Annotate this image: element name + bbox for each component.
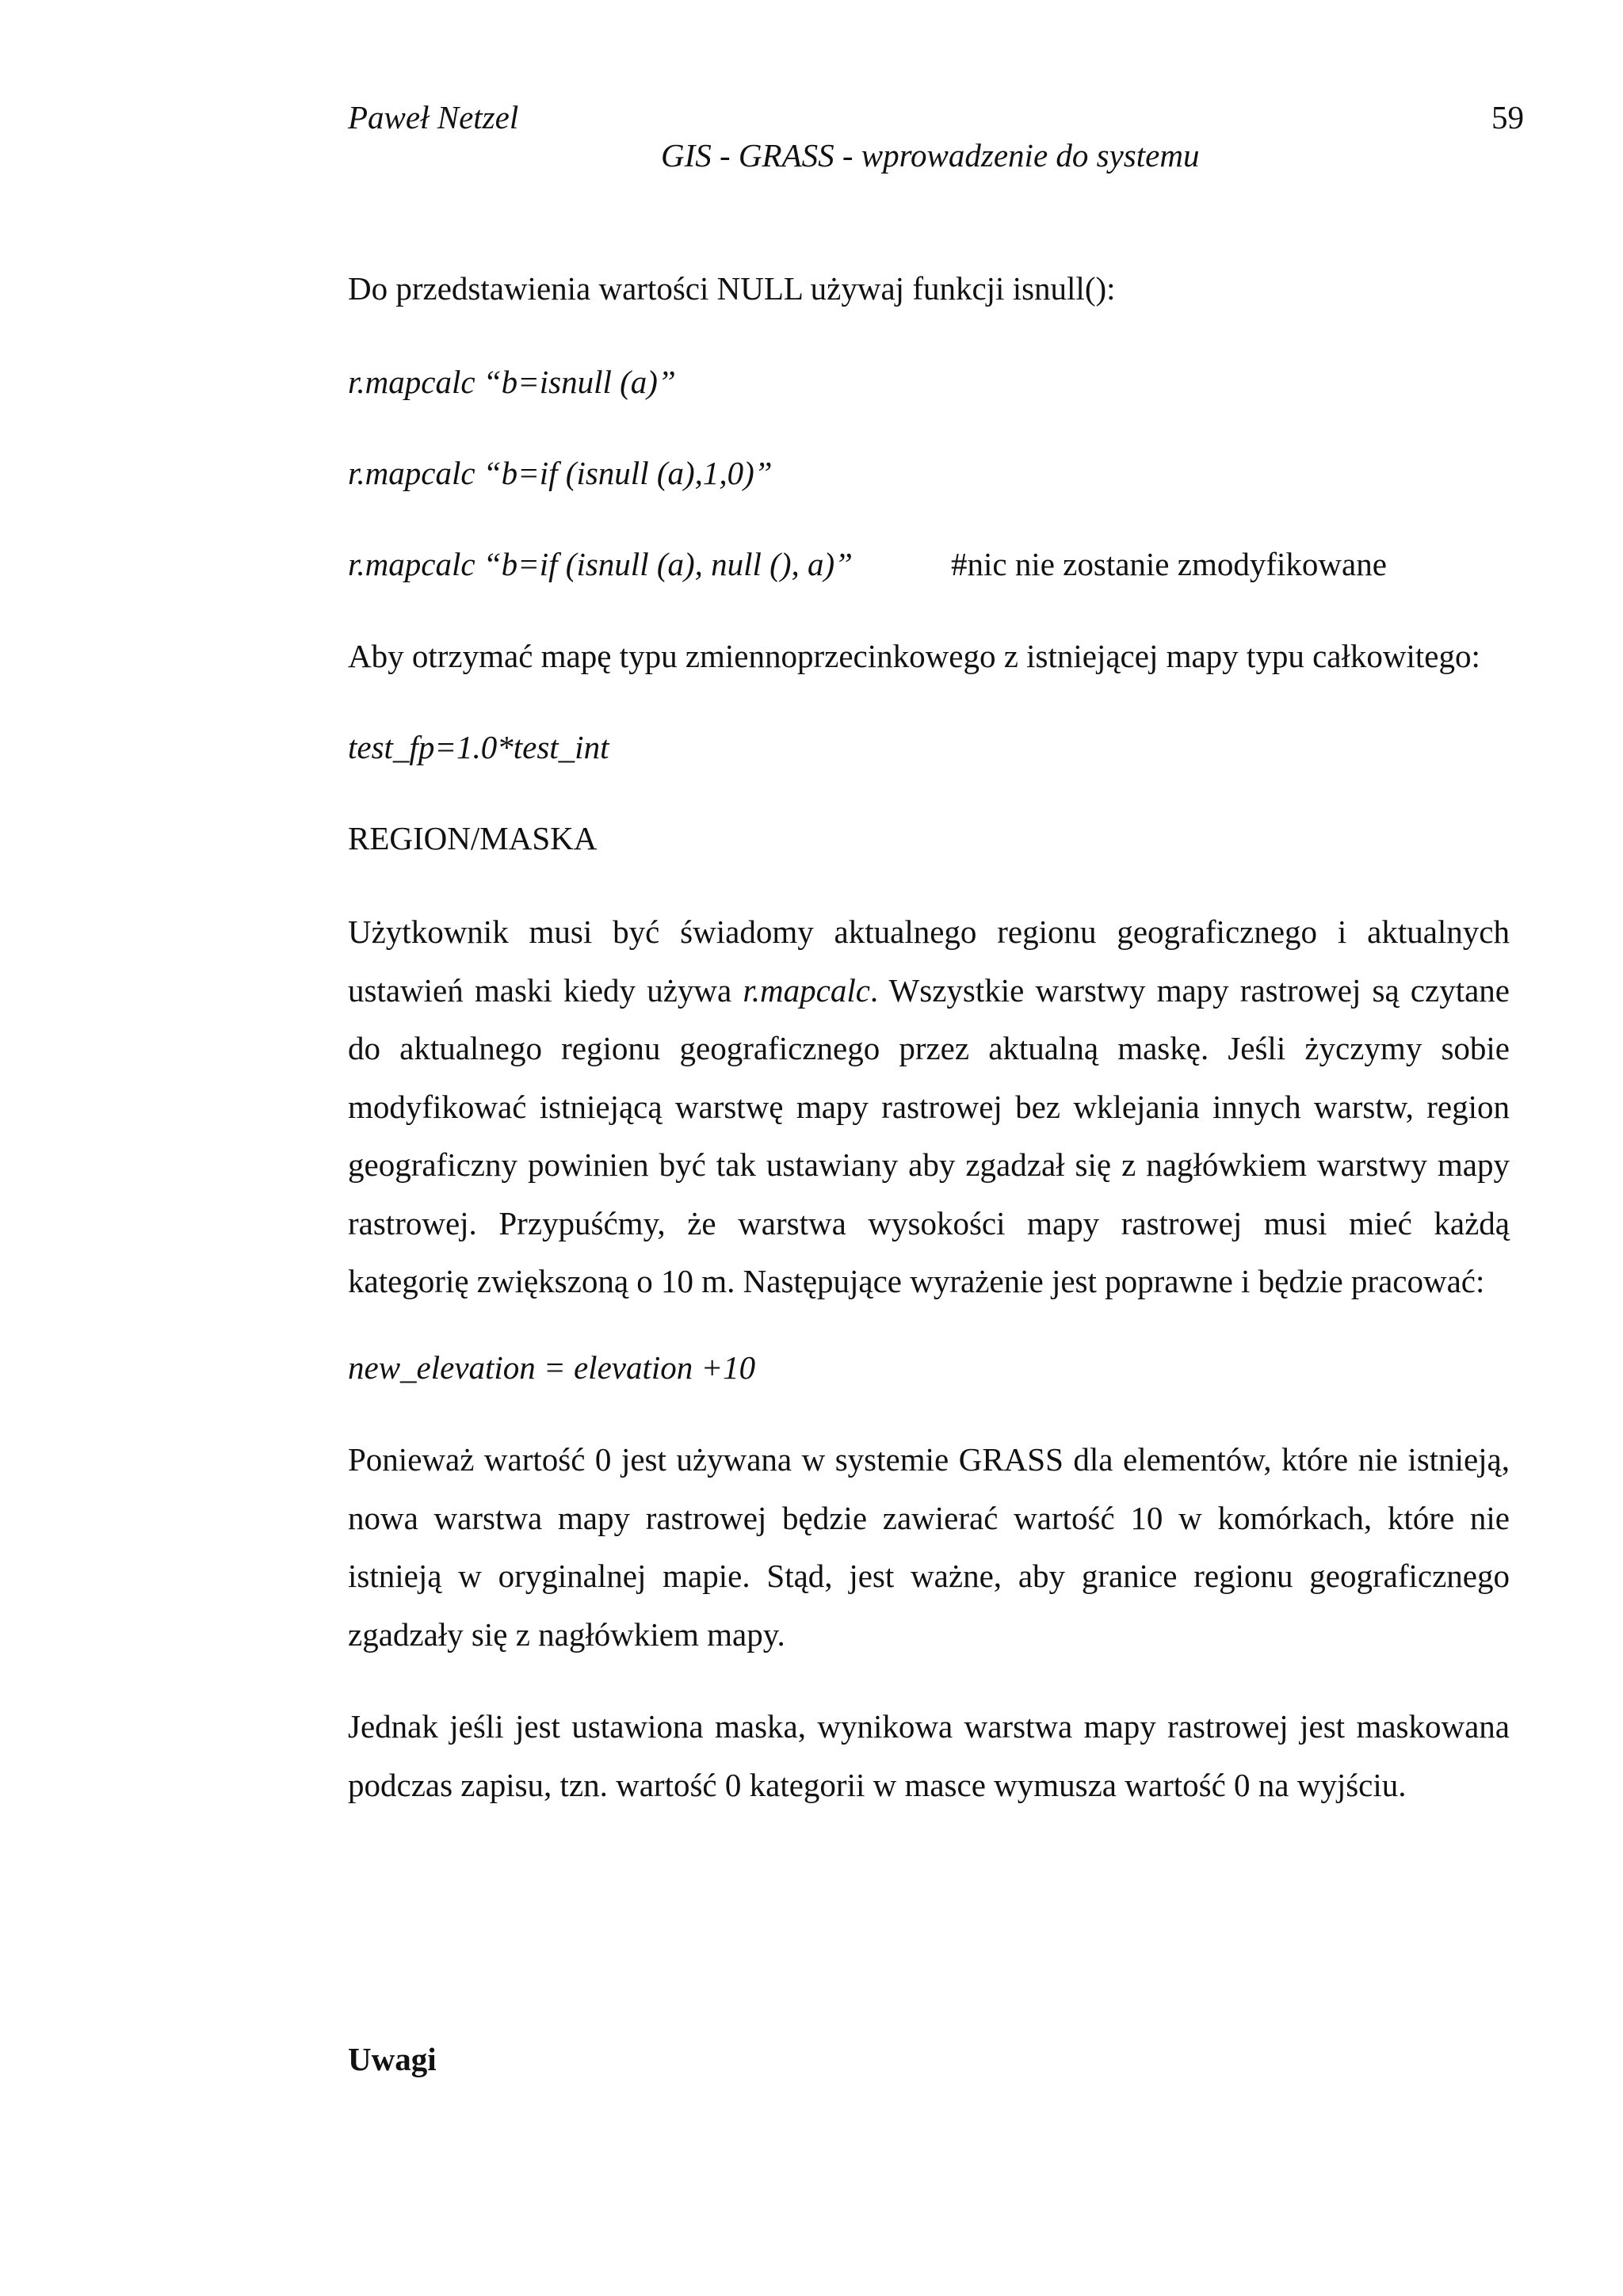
header-author: Paweł Netzel	[348, 99, 519, 135]
section-heading: REGION/MASKA	[348, 820, 598, 856]
paragraph-line: rastrowej. Przypuśćmy, że warstwa wysokości mapy rastrowej musi mieć każdą	[348, 1204, 1510, 1241]
page-number: 59	[1491, 99, 1524, 135]
inline-code: r.mapcalc	[743, 971, 870, 1009]
header-title: GIS - GRASS - wprowadzenie do systemu	[661, 137, 1200, 174]
paragraph-line: zgadzały się z nagłówkiem mapy.	[348, 1615, 785, 1653]
code-example-4: test_fp=1.0*test_int	[348, 729, 609, 765]
fp-intro: Aby otrzymać mapę typu zmiennoprzecinkowego z istniejącej mapy typu całkowitego:	[348, 638, 1480, 674]
text-run: ustawień maski kiedy używa	[348, 971, 743, 1009]
paragraph-line: podczas zapisu, tzn. wartość 0 kategorii w masce wymusza wartość 0 na wyjściu.	[348, 1766, 1407, 1803]
paragraph-line	[348, 962, 1510, 1020]
code-example-3-comment: #nic nie zostanie zmodyfikowane	[951, 546, 1387, 582]
paragraph-zero-values	[348, 1431, 1510, 1664]
code-example-1: r.mapcalc “b=isnull (a)”	[348, 364, 676, 400]
code-example-2: r.mapcalc “b=if (isnull (a),1,0)”	[348, 455, 773, 491]
paragraph-line: modyfikować istniejącą warstwę mapy rastrowej bez wklejania innych warstw, region	[348, 1088, 1510, 1125]
notes-heading: Uwagi	[348, 2041, 437, 2077]
paragraph-line: geograficzny powinien być tak ustawiany aby zgadzał się z nagłówkiem warstwy mapy	[348, 1146, 1510, 1183]
code-example-3: r.mapcalc “b=if (isnull (a), null (), a)”	[348, 546, 853, 582]
paragraph-line: Użytkownik musi być świadomy aktualnego regionu geograficznego i aktualnych	[348, 913, 1510, 950]
paragraph-line: kategorię zwiększoną o 10 m. Następujące wyrażenie jest poprawne i będzie pracować:	[348, 1263, 1485, 1299]
paragraph-line: nowa warstwa mapy rastrowej będzie zawierać wartość 10 w komórkach, które nie	[348, 1499, 1510, 1536]
paragraph-line: Ponieważ wartość 0 jest używana w systemie GRASS dla elementów, które nie istnieją,	[348, 1441, 1510, 1478]
code-example-5: new_elevation = elevation +10	[348, 1349, 756, 1386]
paragraph-mask-output	[348, 1698, 1510, 1814]
text-run: . Wszystkie warstwy mapy rastrowej są czytane	[869, 971, 1510, 1009]
paragraph-line: do aktualnego regionu geograficznego przez aktualną maskę. Jeśli życzymy sobie	[348, 1030, 1510, 1066]
isnull-intro: Do przedstawienia wartości NULL używaj funkcji isnull():	[348, 270, 1116, 307]
paragraph-line: istnieją w oryginalnej mapie. Stąd, jest ważne, aby granice regionu geograficznego	[348, 1558, 1510, 1594]
paragraph-line: Jednak jeśli jest ustawiona maska, wynikowa warstwa mapy rastrowej jest maskowana	[348, 1708, 1510, 1745]
paragraph-region-mask	[348, 903, 1510, 1311]
